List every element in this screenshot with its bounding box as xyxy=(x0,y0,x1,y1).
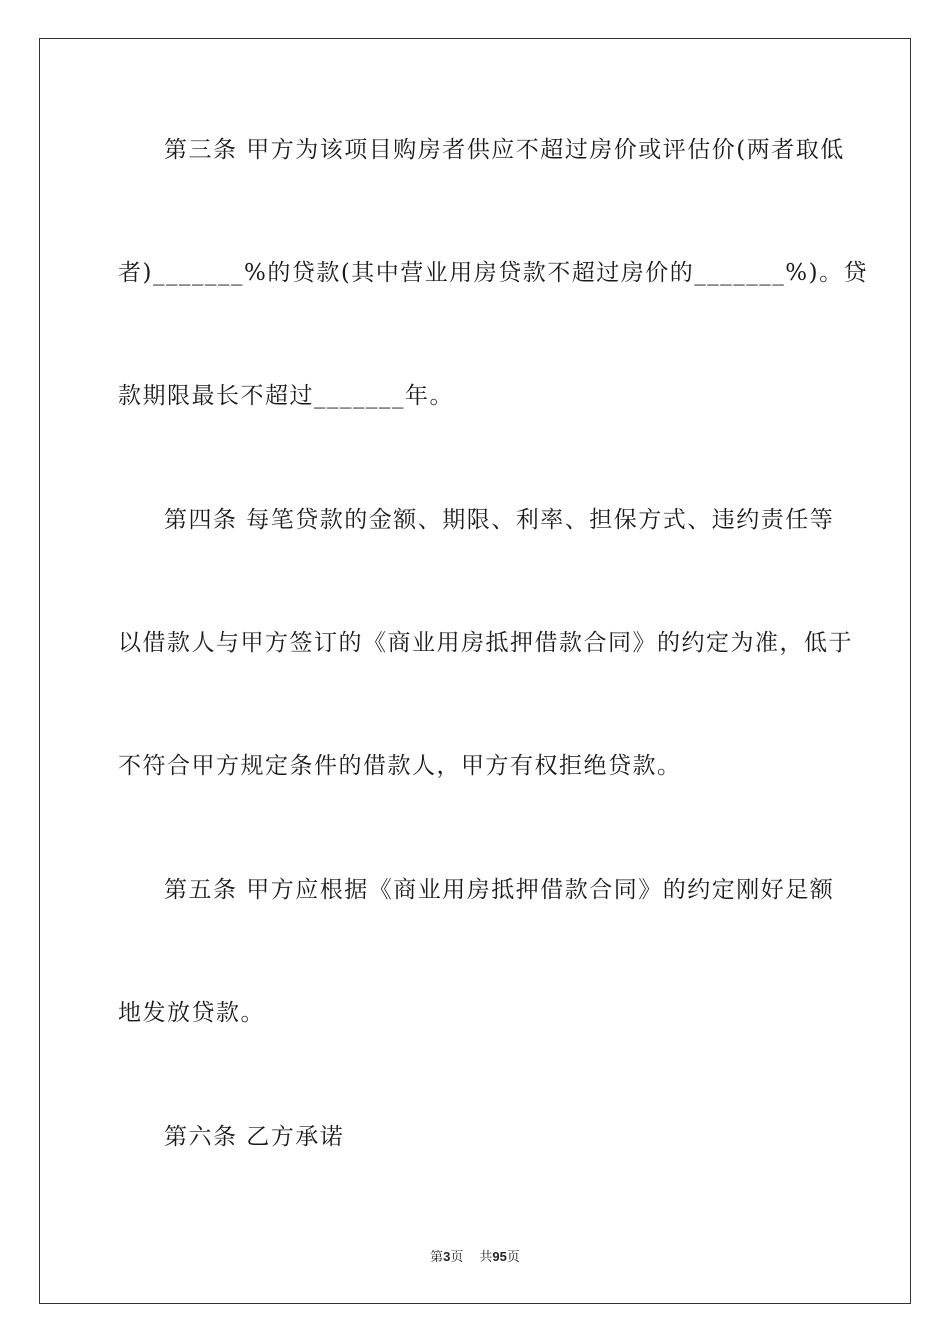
total-unit: 页 xyxy=(506,1250,520,1265)
article-6-heading: 第六条 乙方承诺 xyxy=(164,1124,345,1150)
article-3-line-2: 者)_______%的贷款(其中营业用房贷款不超过房价的_______%)。贷 xyxy=(118,260,869,286)
article-4-line-2: 以借款人与甲方签订的《商业用房抵押借款合同》的约定为准，低于 xyxy=(118,630,853,656)
total-page-count: 95 xyxy=(492,1249,507,1264)
page-prefix: 第 xyxy=(430,1250,444,1265)
article-3-line-3: 款期限最长不超过_______年。 xyxy=(118,383,454,409)
article-5-line-1: 第五条 甲方应根据《商业用房抵押借款合同》的约定刚好足额 xyxy=(164,877,835,903)
article-4-line-1: 第四条 每笔贷款的金额、期限、利率、担保方式、违约责任等 xyxy=(164,507,835,533)
page-footer xyxy=(0,1248,950,1267)
article-5-line-2: 地发放贷款。 xyxy=(118,1000,265,1026)
current-page-number: 3 xyxy=(443,1249,451,1264)
page-border xyxy=(39,38,911,1304)
total-prefix: 共 xyxy=(479,1250,493,1265)
page-unit: 页 xyxy=(450,1250,464,1265)
article-4-line-3: 不符合甲方规定条件的借款人，甲方有权拒绝贷款。 xyxy=(118,753,682,779)
article-3-line-1: 第三条 甲方为该项目购房者供应不超过房价或评估价(两者取低 xyxy=(164,137,845,163)
